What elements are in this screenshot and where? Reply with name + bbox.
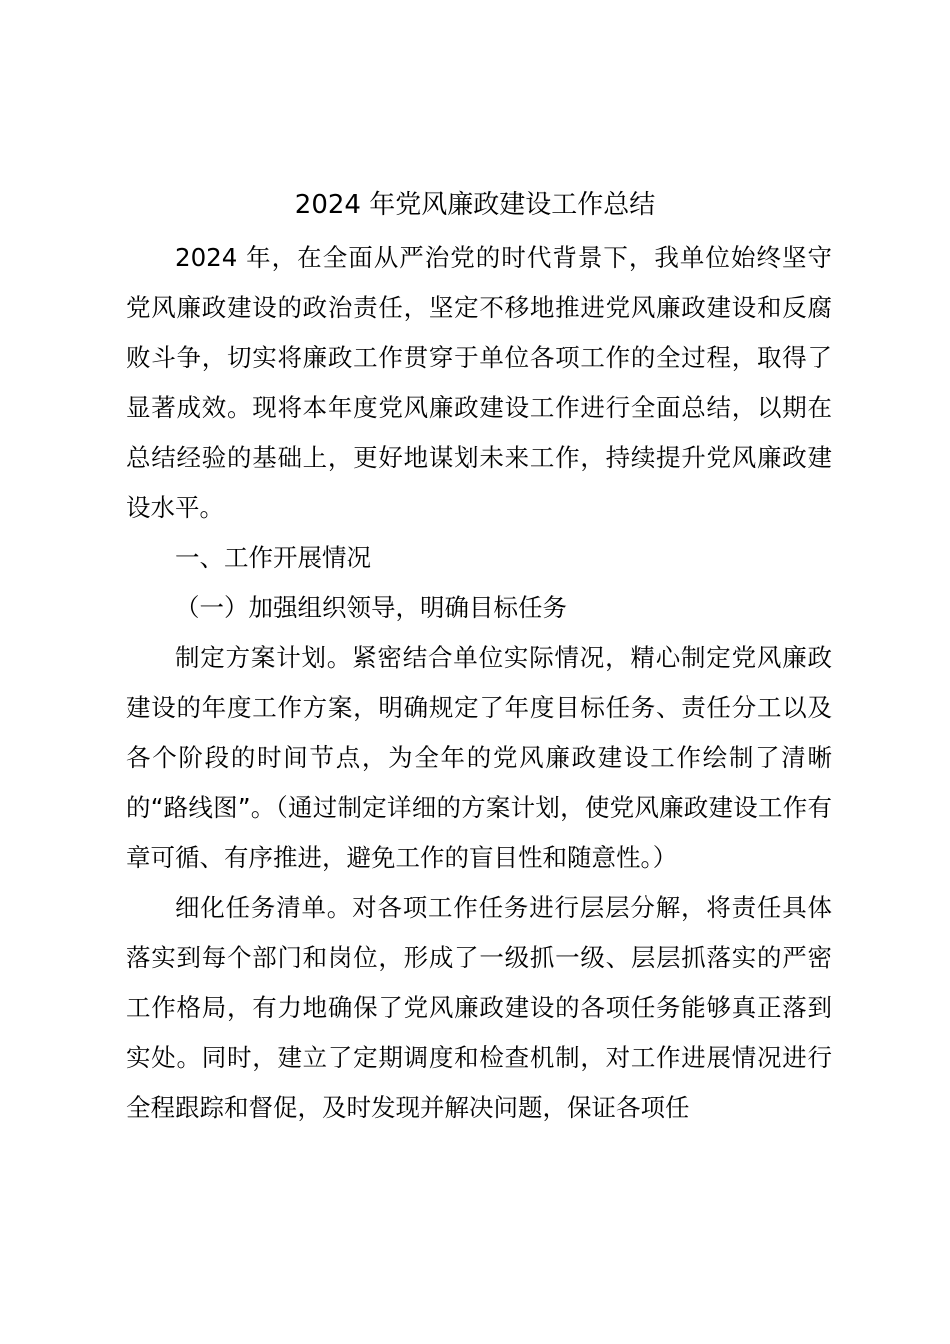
section-heading: 一、工作开展情况 [175, 543, 371, 572]
body-paragraph-plan: 制定方案计划。紧密结合单位实际情况，精心制定党风廉政建设的年度工作方案，明确规定了年度目标任务、责任分工以及各个阶段的时间节点，为全年的党风廉政建设工作绘制了清晰的“路线图”。（通过制定详细的方案计划，使党风廉政建设工作有章可循、有序推进，避免工作的盲目性和随意性。） [126, 643, 832, 872]
document-body [126, 233, 832, 1133]
subsection-heading: （一）加强组织领导，明确目标任务 [175, 593, 567, 622]
body-paragraph-tasks: 细化任务清单。对各项工作任务进行层层分解，将责任具体落实到每个部门和岗位，形成了一级抓一级、层层抓落实的严密工作格局，有力地确保了党风廉政建设的各项任务能够真正落到实处。同时，建立了定期调度和检查机制，对工作进展情况进行全程跟踪和督促，及时发现并解决问题，保证各项任 [126, 893, 832, 1122]
document-title: 2024 年党风廉政建设工作总结 [294, 190, 656, 220]
intro-paragraph: 2024 年，在全面从严治党的时代背景下，我单位始终坚守党风廉政建设的政治责任，坚定不移地推进党风廉政建设和反腐败斗争，切实将廉政工作贯穿于单位各项工作的全过程，取得了显著成效。现将本年度党风廉政建设工作进行全面总结，以期在总结经验的基础上，更好地谋划未来工作，持续提升党风廉政建设水平。 [126, 243, 832, 522]
